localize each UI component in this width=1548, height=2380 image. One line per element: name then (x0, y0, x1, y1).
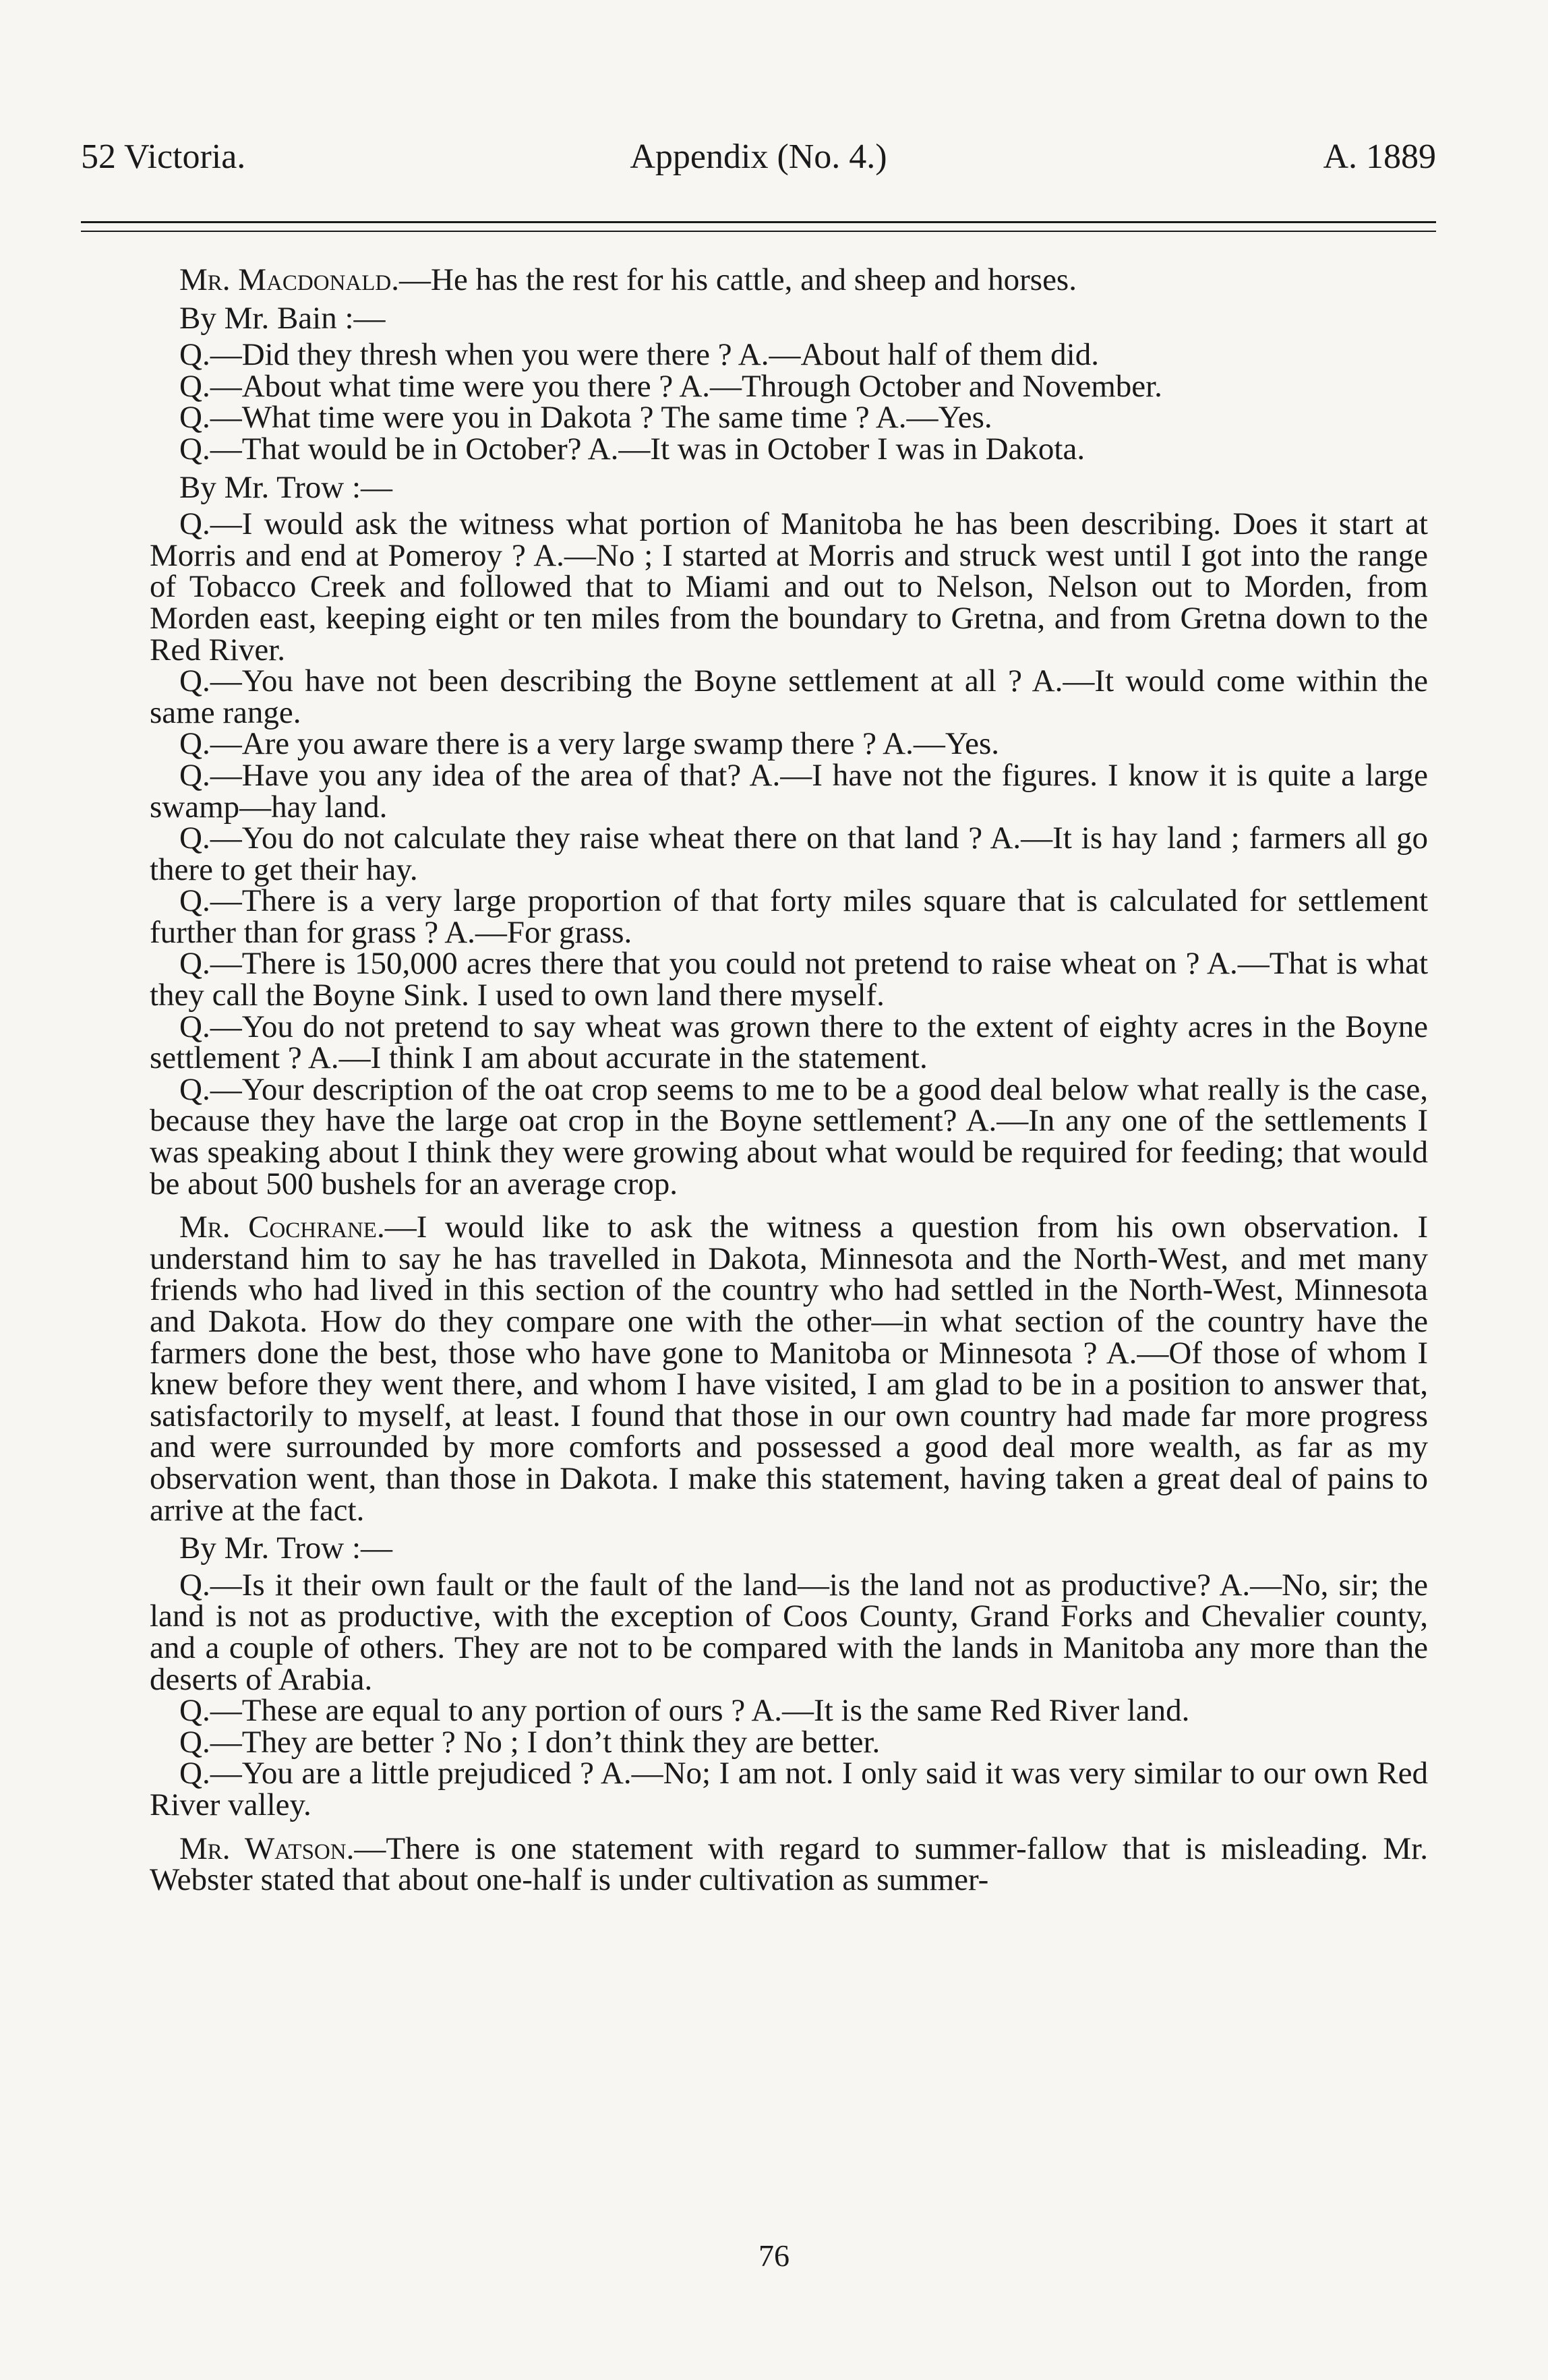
header-appendix: Appendix (No. 4.) (630, 138, 887, 176)
paragraph: Q.—That would be in October? A.—It was in October I was in Dakota. (179, 431, 1085, 467)
paragraph: Q.—You do not pretend to say wheat was grown there to the extent of eighty acres in the Boyne settlement ? A.—I think I am about accurate in the statement. (150, 1009, 1428, 1076)
byline: By Mr. Bain :— (179, 300, 386, 336)
speaker-name: Mr. Macdonald. (179, 262, 399, 297)
header-rule-thin (81, 231, 1436, 232)
paragraph: Q.—What time were you in Dakota ? The same time ? A.—Yes. (179, 400, 992, 436)
paragraph: Q.—Is it their own fault or the fault of the land—is the land not as productive? A.—No, sir; the land is not as productive, with the exception of Coos County, Grand Forks and Chevalier county, and a couple of others. They are not to be compared with the lands in Manitoba any more than the deserts of Arabia. (150, 1567, 1428, 1697)
paragraph: Q.—These are equal to any portion of ours ? A.—It is the same Red River land. (179, 1693, 1190, 1729)
paragraph: Q.—I would ask the witness what portion of Manitoba he has been describing. Does it start at Morris and end at Pomeroy ? A.—No ; I started at Morris and struck west until I got into the range of Tobacco Creek and followed that to Miami and out to Nelson, Nelson out to Morden, from Morden east, keeping eight or ten miles from the boundary to Gretna, and from Gretna down to the Red River. (150, 506, 1428, 667)
header-session: 52 Victoria. (81, 138, 246, 176)
testimony-body (150, 264, 1428, 1896)
paragraph: Q.—You do not calculate they raise wheat there on that land ? A.—It is hay land ; farmers all go there to get their hay. (150, 821, 1428, 887)
paragraph: Q.—Have you any idea of the area of that? A.—I have not the figures. I know it is quite a large swamp—hay land. (150, 757, 1428, 825)
page-number: 76 (758, 2238, 790, 2273)
header-rule-thick (81, 221, 1436, 223)
paragraph: Q.—Are you aware there is a very large swamp there ? A.—Yes. (179, 726, 999, 762)
paragraph: Q.—Your description of the oat crop seems to me to be a good deal below what really is the case, because they have the large oat crop in the Boyne settlement? A.—In any one of the settlements I was speaking about I think they were growing about what would be required for feeding; that would be about 500 bushels for an average crop. (150, 1071, 1428, 1201)
paragraph-text: —I would like to ask the witness a question from his own observation. I understand him to say he has travelled in Dakota, Minnesota and the North-West, and met many friends who had lived in this section of the country who had settled in the North-West, Minnesota and Dakota. How do they compare one with the other—in what section of the country have the farmers done the best, those who have gone to Manitoba or Minnesota ? A.—Of those of whom I knew before they went there, and whom I have visited, I am glad to be in a position to answer that, satisfactorily to myself, at least. I found that those in our own country had made far more progress and were surrounded by more comforts and possessed a good deal more wealth, as far as my observation went, than those in Dakota. I make this statement, having taken a great deal of pains to arrive at the fact. (150, 1210, 1429, 1528)
paragraph: Q.—Did they thresh when you were there ? A.—About half of them did. (179, 337, 1099, 373)
paragraph-text: —He has the rest for his cattle, and sheep and horses. (399, 262, 1077, 297)
paragraph: Q.—There is a very large proportion of that forty miles square that is calculated for settlement further than for grass ? A.—For grass. (150, 883, 1428, 950)
paragraph: Q.—You are a little prejudiced ? A.—No; I am not. I only said it was very similar to our own Red River valley. (150, 1756, 1428, 1822)
paragraph: Q.—You have not been describing the Boyne settlement at all ? A.—It would come within the same range. (150, 663, 1428, 730)
header-year: A. 1889 (1323, 138, 1436, 176)
byline: By Mr. Trow :— (179, 1530, 393, 1566)
paragraph (150, 1212, 1428, 1526)
page-header (81, 133, 1436, 181)
paragraph: Q.—There is 150,000 acres there that you could not pretend to raise wheat on ? A.—That is what they call the Boyne Sink. I used to own land there myself. (150, 946, 1428, 1013)
paragraph (150, 1833, 1428, 1896)
paragraph-text: —There is one statement with regard to summer-fallow that is misleading. Mr. Webster stated that about one-half is under cultivation as summer- (150, 1831, 1428, 1898)
paragraph: Q.—About what time were you there ? A.—Through October and November. (179, 368, 1162, 404)
speaker-name: Mr. Watson. (179, 1831, 355, 1866)
speaker-name: Mr. Cochrane. (179, 1210, 385, 1245)
byline: By Mr. Trow :— (179, 469, 393, 505)
paragraph (150, 264, 1428, 296)
paragraph: Q.—They are better ? No ; I don’t think they are better. (179, 1724, 881, 1760)
